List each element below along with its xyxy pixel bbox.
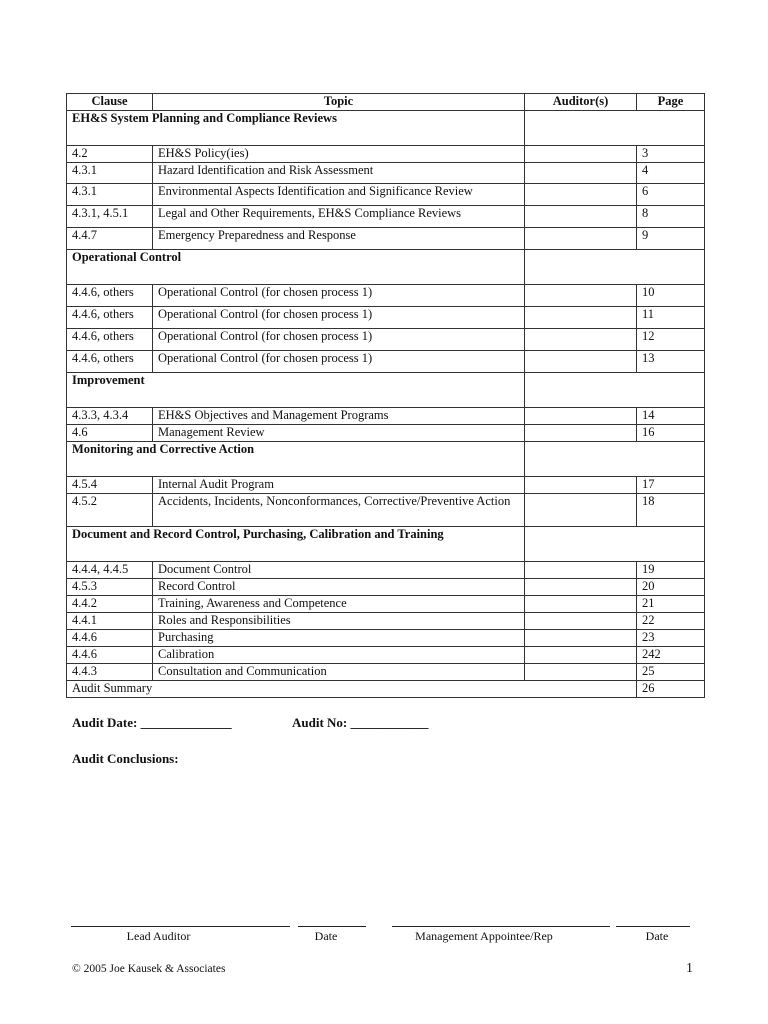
section-row	[67, 527, 705, 562]
lead-auditor-label: Lead Auditor	[126, 929, 191, 943]
clause-cell: 4.4.2	[67, 596, 153, 613]
topic-cell: Purchasing	[153, 630, 525, 647]
page-cell: 17	[637, 477, 705, 494]
auditor-cell[interactable]	[525, 579, 637, 596]
section-blank	[525, 527, 705, 562]
table-row	[67, 613, 705, 630]
page-cell: 18	[637, 494, 705, 527]
page-cell: 4	[637, 163, 705, 184]
topic-cell: Operational Control (for chosen process 1)	[153, 351, 525, 373]
header-topic: Topic	[153, 94, 525, 111]
page-cell: 6	[637, 184, 705, 206]
copyright-footer: © 2005 Joe Kausek & Associates	[72, 963, 226, 975]
topic-cell: EH&S Policy(ies)	[153, 146, 525, 163]
clause-cell: 4.5.3	[67, 579, 153, 596]
section-title: Operational Control	[67, 250, 525, 285]
page-cell: 23	[637, 630, 705, 647]
table-row	[67, 408, 705, 425]
table-header-row	[67, 94, 705, 111]
table-row	[67, 351, 705, 373]
auditor-cell[interactable]	[525, 163, 637, 184]
topic-cell: Hazard Identification and Risk Assessment	[153, 163, 525, 184]
table-row	[67, 425, 705, 442]
management-signature-line[interactable]	[392, 926, 610, 927]
auditor-cell[interactable]	[525, 206, 637, 228]
section-blank	[525, 373, 705, 408]
page-cell: 26	[637, 681, 705, 698]
table-row	[67, 477, 705, 494]
page-number: 1	[686, 961, 693, 976]
page-cell: 20	[637, 579, 705, 596]
table-row	[67, 494, 705, 527]
section-blank	[525, 442, 705, 477]
audit-conclusions-label: Audit Conclusions:	[72, 751, 179, 766]
clause-cell: 4.2	[67, 146, 153, 163]
clause-cell: 4.3.1	[67, 184, 153, 206]
table-row	[67, 206, 705, 228]
management-appointee-label: Management Appointee/Rep	[415, 929, 553, 943]
clause-cell: 4.4.6	[67, 647, 153, 664]
page-cell: 13	[637, 351, 705, 373]
audit-schedule-table	[66, 93, 705, 698]
auditor-cell[interactable]	[525, 613, 637, 630]
page-cell: 3	[637, 146, 705, 163]
topic-cell: Accidents, Incidents, Nonconformances, Corrective/Preventive Action	[153, 494, 525, 527]
page-cell: 242	[637, 647, 705, 664]
auditor-cell[interactable]	[525, 285, 637, 307]
topic-cell: Management Review	[153, 425, 525, 442]
table-row	[67, 647, 705, 664]
date-line-1[interactable]	[298, 926, 366, 927]
auditor-cell[interactable]	[525, 146, 637, 163]
section-title: EH&S System Planning and Compliance Reviews	[67, 111, 525, 146]
header-page: Page	[637, 94, 705, 111]
topic-cell: Legal and Other Requirements, EH&S Compliance Reviews	[153, 206, 525, 228]
section-title: Improvement	[67, 373, 525, 408]
summary-label: Audit Summary	[67, 681, 637, 698]
audit-date-field[interactable]: Audit Date: ______________	[72, 715, 232, 730]
section-row	[67, 373, 705, 408]
auditor-cell[interactable]	[525, 228, 637, 250]
section-blank	[525, 250, 705, 285]
auditor-cell[interactable]	[525, 630, 637, 647]
clause-cell: 4.4.6, others	[67, 307, 153, 329]
topic-cell: Emergency Preparedness and Response	[153, 228, 525, 250]
table-row	[67, 307, 705, 329]
topic-cell: Internal Audit Program	[153, 477, 525, 494]
auditor-cell[interactable]	[525, 647, 637, 664]
date-label-2: Date	[645, 929, 669, 943]
topic-cell: Operational Control (for chosen process 1)	[153, 329, 525, 351]
clause-cell: 4.4.6	[67, 630, 153, 647]
page-cell: 14	[637, 408, 705, 425]
clause-cell: 4.3.1	[67, 163, 153, 184]
topic-cell: Training, Awareness and Competence	[153, 596, 525, 613]
auditor-cell[interactable]	[525, 596, 637, 613]
page-cell: 21	[637, 596, 705, 613]
section-blank	[525, 111, 705, 146]
table-row	[67, 630, 705, 647]
clause-cell: 4.4.6, others	[67, 351, 153, 373]
clause-cell: 4.6	[67, 425, 153, 442]
page-cell: 16	[637, 425, 705, 442]
auditor-cell[interactable]	[525, 562, 637, 579]
auditor-cell[interactable]	[525, 307, 637, 329]
auditor-cell[interactable]	[525, 664, 637, 681]
page-cell: 8	[637, 206, 705, 228]
date-label-1: Date	[314, 929, 338, 943]
table-row	[67, 285, 705, 307]
page-cell: 19	[637, 562, 705, 579]
clause-cell: 4.4.4, 4.4.5	[67, 562, 153, 579]
lead-auditor-signature-line[interactable]	[71, 926, 290, 927]
topic-cell: Record Control	[153, 579, 525, 596]
table-row	[67, 184, 705, 206]
summary-row	[67, 681, 705, 698]
topic-cell: Document Control	[153, 562, 525, 579]
clause-cell: 4.4.6, others	[67, 285, 153, 307]
topic-cell: Calibration	[153, 647, 525, 664]
clause-cell: 4.4.1	[67, 613, 153, 630]
topic-cell: Operational Control (for chosen process 1)	[153, 285, 525, 307]
table-row	[67, 562, 705, 579]
auditor-cell[interactable]	[525, 477, 637, 494]
page-cell: 11	[637, 307, 705, 329]
section-title: Document and Record Control, Purchasing, Calibration and Training	[67, 527, 525, 562]
table-row	[67, 163, 705, 184]
table-row	[67, 228, 705, 250]
auditor-cell[interactable]	[525, 329, 637, 351]
table-row	[67, 664, 705, 681]
section-title: Monitoring and Corrective Action	[67, 442, 525, 477]
auditor-cell[interactable]	[525, 494, 637, 527]
section-row	[67, 111, 705, 146]
topic-cell: Environmental Aspects Identification and Significance Review	[153, 184, 525, 206]
audit-no-field[interactable]: Audit No: ____________	[292, 715, 429, 730]
clause-cell: 4.4.3	[67, 664, 153, 681]
section-row	[67, 250, 705, 285]
date-line-2[interactable]	[616, 926, 690, 927]
section-row	[67, 442, 705, 477]
page-cell: 25	[637, 664, 705, 681]
topic-cell: EH&S Objectives and Management Programs	[153, 408, 525, 425]
table-row	[67, 596, 705, 613]
clause-cell: 4.3.1, 4.5.1	[67, 206, 153, 228]
clause-cell: 4.5.4	[67, 477, 153, 494]
auditor-cell[interactable]	[525, 408, 637, 425]
clause-cell: 4.4.7	[67, 228, 153, 250]
page-cell: 9	[637, 228, 705, 250]
page-cell: 22	[637, 613, 705, 630]
page-cell: 10	[637, 285, 705, 307]
auditor-cell[interactable]	[525, 425, 637, 442]
topic-cell: Consultation and Communication	[153, 664, 525, 681]
table-row	[67, 329, 705, 351]
clause-cell: 4.5.2	[67, 494, 153, 527]
table-row	[67, 579, 705, 596]
page-cell: 12	[637, 329, 705, 351]
table-row	[67, 146, 705, 163]
header-clause: Clause	[67, 94, 153, 111]
auditor-cell[interactable]	[525, 351, 637, 373]
auditor-cell[interactable]	[525, 184, 637, 206]
topic-cell: Roles and Responsibilities	[153, 613, 525, 630]
topic-cell: Operational Control (for chosen process 1)	[153, 307, 525, 329]
clause-cell: 4.3.3, 4.3.4	[67, 408, 153, 425]
header-auditors: Auditor(s)	[525, 94, 637, 111]
clause-cell: 4.4.6, others	[67, 329, 153, 351]
